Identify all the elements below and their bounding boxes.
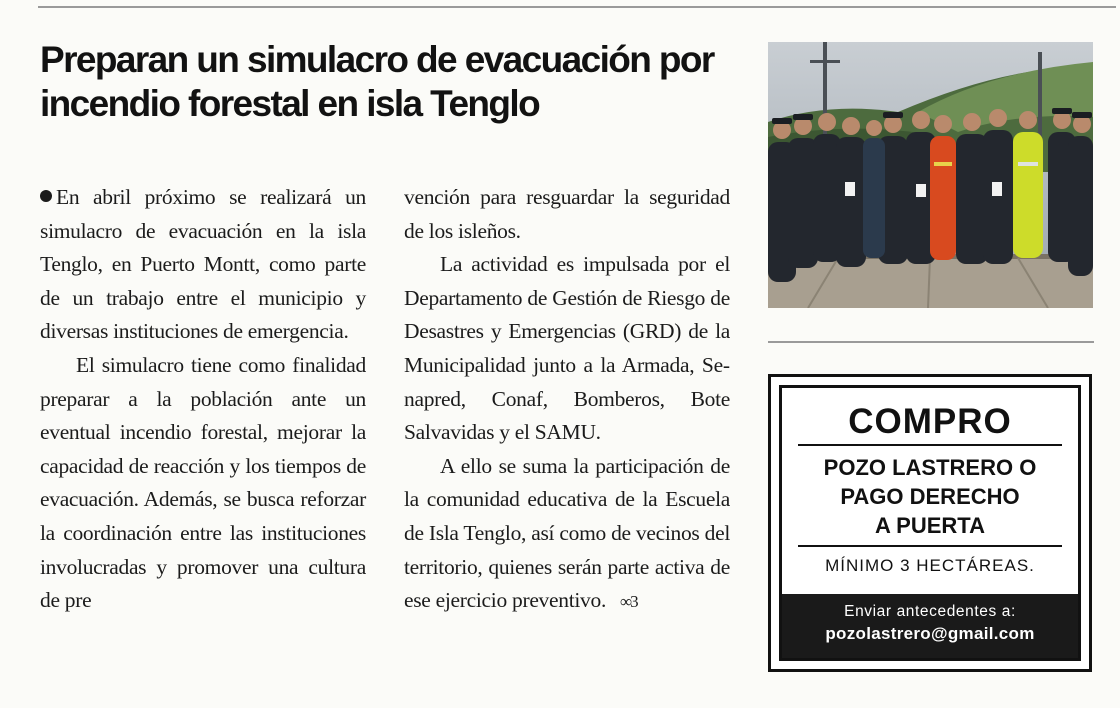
bullet-icon xyxy=(40,190,52,202)
ad-divider xyxy=(798,444,1062,446)
article-paragraph xyxy=(404,450,730,619)
article-paragraph xyxy=(40,181,366,349)
ad-offer-line: A PUERTA xyxy=(875,513,985,538)
classified-ad-inner-frame xyxy=(779,385,1081,661)
article-column-2 xyxy=(404,181,730,619)
ad-email: pozolastrero@gmail.com xyxy=(825,624,1035,643)
news-photo xyxy=(768,42,1093,308)
ad-title: COMPRO xyxy=(848,402,1012,441)
top-rule xyxy=(38,6,1116,8)
end-mark-icon: ∞3 xyxy=(620,592,637,612)
article-paragraph: El simulacro tiene como finalidad preparar a la población ante un eventual incendio forestal, mejorar la capacidad de reacción y los tiempos de evacuación. Además, se busca reforzar la coordinación entre las instituciones involucradas y promover una cultura de pre xyxy=(40,352,366,613)
article-paragraph: La actividad es impulsada por el Departamento de Gestión de Riesgo de Desastres y Emergencias (GRD) de la Municipalidad junto a la Armada, Senapred, Conaf, Bomberos, Bote Salvavidas y el SAMU. xyxy=(404,252,730,445)
ad-minimum: MÍNIMO 3 HECTÁREAS. xyxy=(825,556,1035,575)
ad-contact-box xyxy=(782,594,1078,658)
ad-offer-line: POZO LASTRERO O xyxy=(823,455,1037,480)
article-column-1 xyxy=(40,181,366,618)
article-paragraph: vención para resguardar la seguridad de los isleños. xyxy=(404,185,730,243)
classified-ad xyxy=(768,374,1092,672)
ad-offer xyxy=(782,453,1078,540)
sidebar-rule xyxy=(768,341,1094,343)
article-paragraph-text: En abril próximo se realizará un simulacro de evacuación en la isla Tenglo, en Puerto Montt, como parte de un trabajo entre el municipio y diversas instituciones de emergencia. xyxy=(40,185,366,344)
article-paragraph-text: A ello se suma la participación de la comunidad educativa de la Escuela de Isla Tenglo, así como de vecinos del territorio, quienes serán parte activa de ese ejercicio preventivo. xyxy=(404,453,730,613)
ad-offer-line: PAGO DERECHO xyxy=(840,484,1020,509)
ad-send-label: Enviar antecedentes a: xyxy=(844,603,1016,620)
article-headline: Preparan un simulacro de evacuación por incendio forestal en isla Tenglo xyxy=(40,39,714,124)
group-photo-illustration xyxy=(768,42,1093,308)
